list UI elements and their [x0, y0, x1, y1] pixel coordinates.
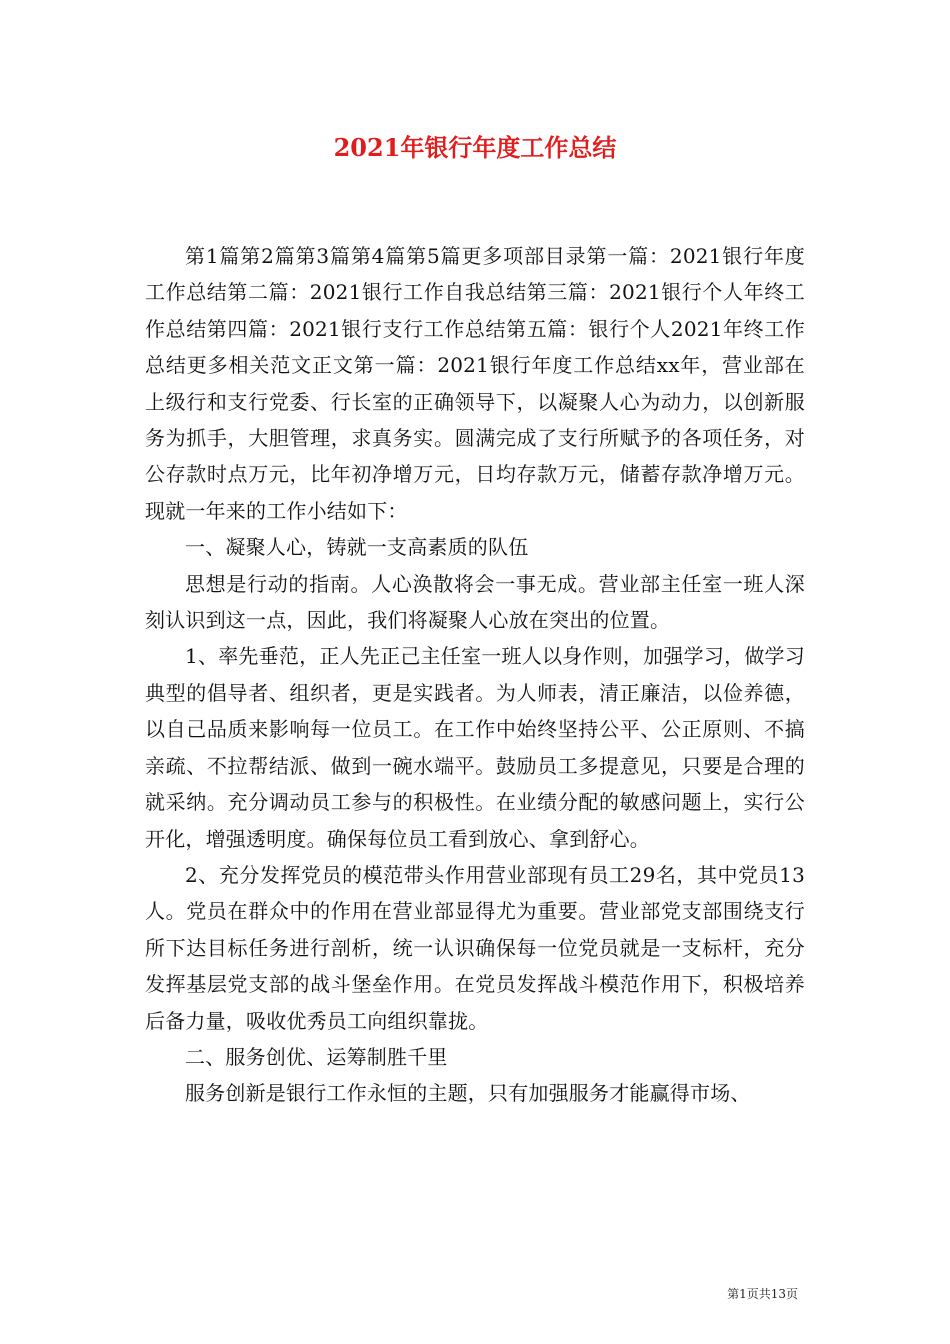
document-body — [145, 238, 805, 1112]
section-heading-2: 二、服务创优、运筹制胜千里 — [185, 1044, 448, 1069]
paragraph-3: 2、充分发挥党员的模范带头作用营业部现有员工29名，其中党员13人。党员在群众中的作用在营业部显得尤为重要。营业部党支部围绕支行所下达目标任务进行剖析，统一认识确保每一位党员就是一支标杆，充分发挥基层党支部的战斗堡垒作用。在党员发挥战斗模范作用下，积极培养后备力量，吸收优秀员工向组织靠拢。 — [145, 862, 805, 1033]
page-number-footer: 第1页共13页 — [727, 1287, 798, 1301]
paragraph-2: 1、率先垂范，正人先正己主任室一班人以身作则，加强学习，做学习典型的倡导者、组织者，更是实践者。为人师表，清正廉洁，以俭养德，以自己品质来影响每一位员工。在工作中始终坚持公平、公正原则、不搞亲疏、不拉帮结派、做到一碗水端平。鼓励员工多提意见，只要是合理的就采纳。充分调动员工参与的积极性。在业绩分配的敏感问题上，实行公开化，增强透明度。确保每位员工看到放心、拿到舒心。 — [145, 644, 805, 851]
paragraph-4: 服务创新是银行工作永恒的主题，只有加强服务才能赢得市场、 — [185, 1081, 751, 1106]
section-heading-1: 一、凝聚人心，铸就一支高素质的队伍 — [185, 535, 529, 560]
paragraph-intro: 第1篇第2篇第3篇第4篇第5篇更多项部目录第一篇：2021银行年度工作总结第二篇：2021银行工作自我总结第三篇：2021银行个人年终工作总结第四篇：2021银行支行工作总结第五篇：银行个人2021年终工作总结更多相关范文正文第一篇：2021银行年度工作总结xx年，营业部在上级行和支行党委、行长室的正确领导下，以凝聚人心为动力，以创新服务为抓手，大胆管理，求真务实。圆满完成了支行所赋予的各项任务，对公存款时点万元，比年初净增万元，日均存款万元，储蓄存款净增万元。现就一年来的工作小结如下： — [145, 244, 805, 523]
paragraph-1: 思想是行动的指南。人心涣散将会一事无成。营业部主任室一班人深刻认识到这一点，因此，我们将凝聚人心放在突出的位置。 — [145, 571, 805, 633]
document-title: 2021年银行年度工作总结 — [333, 133, 617, 162]
